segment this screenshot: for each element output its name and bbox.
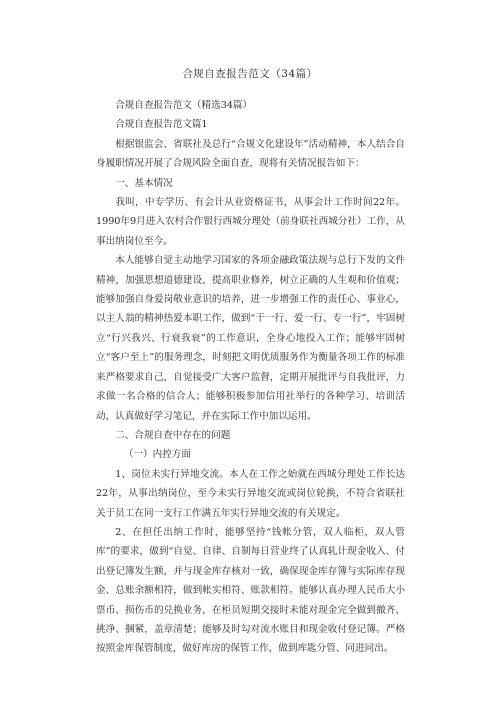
document-body <box>96 96 405 659</box>
paragraph: 1、岗位未实行异地交流。本人在工作之始就在西城分理处工作长达22年，从事出纳岗位，至今未实行异地交流或岗位轮换，不符合省联社关于员工在同一支行工作满五年实行异地交流的有关规定。 <box>96 468 405 519</box>
paragraph: 本人能够自觉主动地学习国家的各项金融政策法规与总行下发的文件精神，加强思想道德建设，提高职业修养，树立正确的人生观和价值观；能够加强自身爱岗敬业意识的培养，进一步增强工作的责任心、事业心，以主人翁的精神热爱本职工作，做到“干一行、爱一行、专一行”，牢固树立“行兴我兴、行衰我衰”的工作意识，全身心地投入工作；能够牢固树立“客户至上”的服务理念，时刻把文明优质服务作为衡量各项工作的标准来严格要求自己，自觉接受广大客户监督，定期开展批评与自我批评，力求做一名合格的信合人；能够积极参加信用社举行的各种学习、培训活动，认真做好学习笔记，并在实际工作中加以运用。 <box>96 255 405 422</box>
document-title: 合规自查报告范文（34篇） <box>182 68 318 80</box>
paragraph: 我叫，中专学历、有会计从业资格证书，从事会计工作时间22年。1990年9月进入农村合作银行西城分理处（前身联社西城分社）工作，从事出纳岗位至今。 <box>96 197 405 247</box>
subtitle: 合规自查报告范文（精选34篇） <box>115 100 253 111</box>
section-heading: 合规自查报告范文篇1 <box>115 119 208 131</box>
paragraph: 根据银监会、省联社及总行“合规文化建设年”活动精神，本人结合自身履职情况开展了合规风险全面自查，现将有关情况报告如下： <box>96 138 405 170</box>
section-heading: 一、基本情况 <box>115 177 173 189</box>
paragraph: 2、在担任出纳工作时，能够坚持“钱帐分管，双人临柜，双人管库”的要求，做到“自觉、自律、自制每日营业终了认真轧计现金收入、付出登记簿发生额，并与现金库存核对一致，确保现金库存簿与实际库存现金、总账余额相符，做到帐实相符、账款相符。能够认真办理人民币大小票币、损伤币的兑换业务，在柜员短期交接时未能对现金完全做到撤齐、挑净、捆紧，盖章清楚；能够及时勾对流水账目和现金收付登记簿。严格按照金库保管制度，做好库房的保管工作，做到库匙分管、同进同出。 <box>96 526 405 655</box>
section-heading: 二、合规自查中存在的问题 <box>115 429 231 441</box>
subsection-heading: （一）内控方面 <box>123 449 191 461</box>
